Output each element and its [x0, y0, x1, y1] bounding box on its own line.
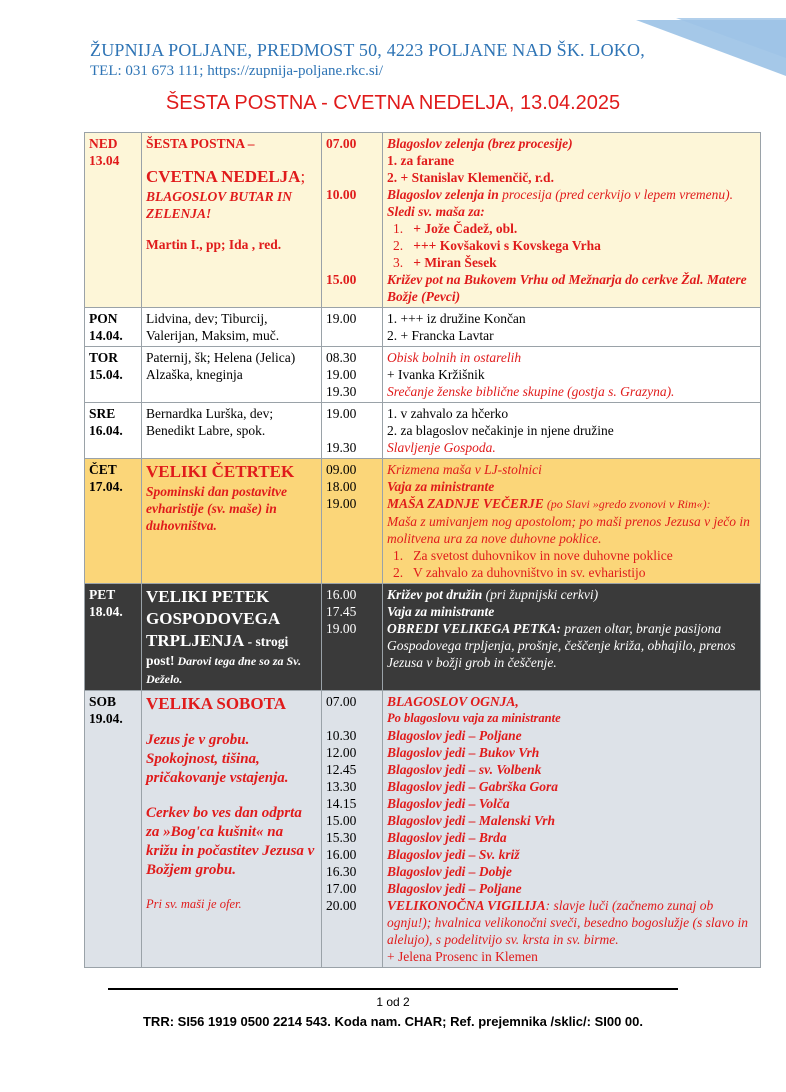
saints-cell: Bernardka Lurška, dev; Benedikt Labre, spok. [142, 403, 322, 459]
time-cell: 16.00 17.45 19.00 [322, 584, 383, 691]
time-cell: 19.00 [322, 308, 383, 347]
feast-cell: ŠESTA POSTNA – CVETNA NEDELJA; BLAGOSLOV BUTAR IN ZELENJA! Martin I., pp; Ida , red. [142, 133, 322, 308]
feast-cell: VELIKI PETEK GOSPODOVEGA TRPLJENJA - strogi post! Darovi tega dne so za Sv. Deželo. [142, 584, 322, 691]
day-cell: PET 18.04. [85, 584, 142, 691]
day-cell: TOR 15.04. [85, 347, 142, 403]
footer-divider [108, 988, 678, 990]
time-cell: 07.00 10.30 12.00 12.45 13.30 14.15 15.00 15.30 16.00 16.30 17.00 20.00 [322, 691, 383, 968]
events-cell: 1. +++ iz družine Končan 2. + Francka Lavtar [383, 308, 761, 347]
table-row [85, 584, 761, 691]
corner-decoration [636, 18, 786, 76]
schedule-table [84, 132, 761, 968]
saints-cell: Lidvina, dev; Tiburcij, Valerijan, Maksim, muč. [142, 308, 322, 347]
parish-address: ŽUPNIJA POLJANE, PREDMOST 50, 4223 POLJANE NAD ŠK. LOKO, [90, 40, 645, 60]
day-cell: SOB 19.04. [85, 691, 142, 968]
page-title: ŠESTA POSTNA - CVETNA NEDELJA, 13.04.2025 [165, 92, 621, 114]
time-cell: 07.00 10.00 15.00 [322, 133, 383, 308]
table-row [85, 459, 761, 584]
time-cell: 09.00 18.00 19.00 [322, 459, 383, 584]
day-cell: SRE 16.04. [85, 403, 142, 459]
parish-contact: TEL: 031 673 111; https://zupnija-poljane.rkc.si/ [90, 63, 384, 79]
events-cell: Krizmena maša v LJ-stolnici Vaja za ministrante MAŠA ZADNJE VEČERJE (po Slavi »gredo zvonovi v Rim«): Maša z umivanjem nog apostolom; po maši prenos Jezusa v ječo in molitvena ura za nove duhovne poklice. 1. Za svetost duhovnikov in nove duhovne poklice 2. V zahvalo za duhovništvo in sv. evharistijo [383, 459, 761, 584]
events-cell: Obisk bolnih in ostarelih + Ivanka Kržišnik Srečanje ženske biblične skupine (gostja s. Grazyna). [383, 347, 761, 403]
bank-account-info: TRR: SI56 1919 0500 2214 543. Koda nam. CHAR; Ref. prejemnika /sklic/: SI00 00. [142, 1014, 643, 1029]
time-cell: 19.00 19.30 [322, 403, 383, 459]
time-cell: 08.30 19.00 19.30 [322, 347, 383, 403]
events-cell: BLAGOSLOV OGNJA, Po blagoslovu vaja za ministrante Blagoslov jedi – Poljane Blagoslov jedi – Bukov Vrh Blagoslov jedi – sv. Volbenk Blagoslov jedi – Gabrška Gora Blagoslov jedi – Volča Blagoslov jedi – Malenski Vrh Blagoslov jedi – Brda Blagoslov jedi – Sv. križ Blagoslov jedi – Dobje Blagoslov jedi – Poljane VELIKONOČNA VIGILIJA: slavje luči (začnemo zunaj ob ognju!); hvalnica velikonočni sveči, besedno bogoslužje (s slavo in alelujo), s podelitvijo sv. krsta in sv. birme. + Jelena Prosenc in Klemen [383, 691, 761, 968]
table-row [85, 403, 761, 459]
saints-cell: Paternij, šk; Helena (Jelica) Alzaška, kneginja [142, 347, 322, 403]
table-row [85, 347, 761, 403]
day-cell: ČET 17.04. [85, 459, 142, 584]
events-cell: Križev pot družin (pri župnijski cerkvi) Vaja za ministrante OBREDI VELIKEGA PETKA: prazen oltar, branje pasijona Gospodovega trpljenja, prošnje, češčenje križa, obhajilo, prenos Jezusa v božji grob in češčenje. [383, 584, 761, 691]
page-number: 1 od 2 [376, 995, 410, 1009]
feast-cell: VELIKA SOBOTA Jezus je v grobu. Spokojnost, tišina, pričakovanje vstajenja. Cerkev bo ves dan odprta za »Bog'ca kušnit« na križu in počastitev Jezusa v Božjem grobu. Pri sv. maši je ofer. [142, 691, 322, 968]
day-cell: NED 13.04 [85, 133, 142, 308]
table-row [85, 133, 761, 308]
feast-cell: VELIKI ČETRTEK Spominski dan postavitve evharistije (sv. maše) in duhovništva. [142, 459, 322, 584]
events-cell: 1. v zahvalo za hčerko 2. za blagoslov nečakinje in njene družine Slavljenje Gospoda. [383, 403, 761, 459]
table-row [85, 308, 761, 347]
table-row [85, 691, 761, 968]
events-cell: Blagoslov zelenja (brez procesije) 1. za farane 2. + Stanislav Klemenčič, r.d. Blagoslov zelenja in procesija (pred cerkvijo v lepem vremenu). Sledi sv. maša za: 1. + Jože Čadež, obl. 2. +++ Kovšakovi s Kovskega Vrha 3. + Miran Šesek Križev pot na Bukovem Vrhu od Mežnarja do cerkve Žal. Matere Božje (Pevci) [383, 133, 761, 308]
parish-header [90, 40, 645, 80]
day-cell: PON 14.04. [85, 308, 142, 347]
